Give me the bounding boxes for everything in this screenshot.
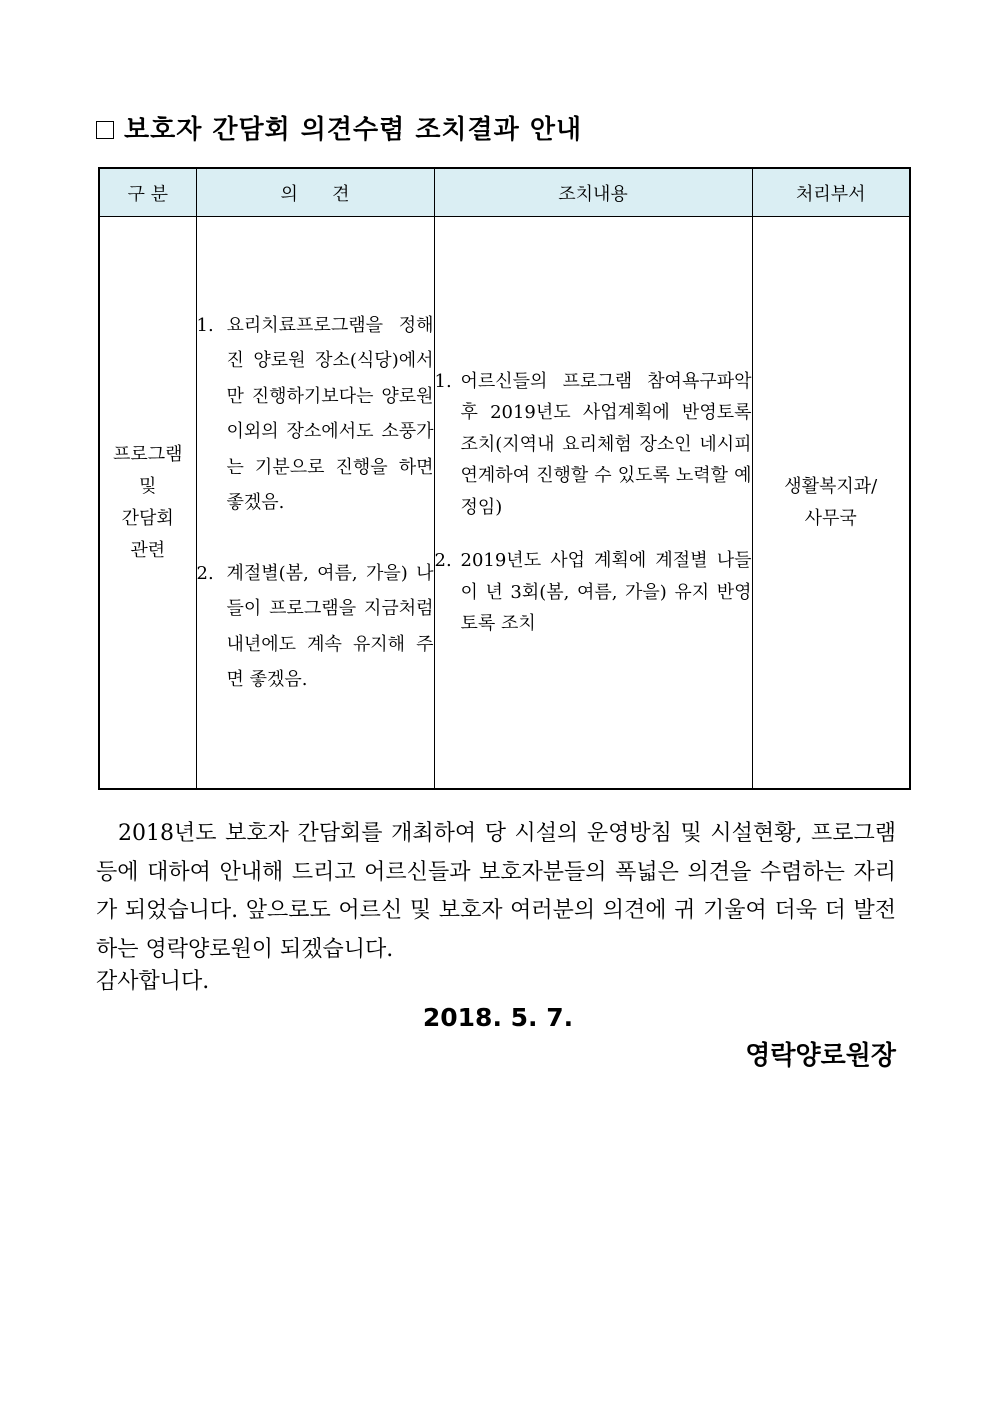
category-line: 및 xyxy=(139,475,157,497)
category-line: 간담회 xyxy=(121,507,174,529)
category-line: 프로그램 xyxy=(112,443,183,465)
category-line: 관련 xyxy=(130,539,166,561)
measure-text: 2019년도 사업 계획에 계절별 나들이 년 3회(봄, 여름, 가을) 유지 반영토록 조치 xyxy=(460,550,752,634)
header-department: 처리부서 xyxy=(752,168,910,217)
measure-number: 1. xyxy=(434,370,452,392)
table-header-row xyxy=(99,168,910,217)
opinion-item xyxy=(197,556,434,698)
measure-item xyxy=(435,366,752,524)
opinion-number: 2. xyxy=(196,562,214,584)
opinion-number: 1. xyxy=(196,314,214,336)
category-cell xyxy=(99,217,196,790)
header-measure: 조치내용 xyxy=(434,168,752,217)
title-text: 보호자 간담회 의견수렴 조치결과 안내 xyxy=(124,115,583,145)
measure-text: 어르신들의 프로그램 참여욕구파악 후 2019년도 사업계획에 반영토록 조치(지역내 요리체험 장소인 네시피 연계하여 진행할 수 있도록 노력할 예정임) xyxy=(460,370,752,518)
department-line: 사무국 xyxy=(804,507,857,529)
department-cell xyxy=(752,217,910,790)
measure-cell xyxy=(434,217,752,790)
signature: 영락양로원장 xyxy=(745,1041,896,1071)
thanks-text: 감사합니다. xyxy=(96,969,210,994)
document-title xyxy=(96,112,582,148)
table-row xyxy=(99,217,910,790)
measure-number: 2. xyxy=(434,550,452,571)
header-opinion: 의 견 xyxy=(196,168,434,217)
document-date: 2018. 5. 7. xyxy=(422,1003,574,1032)
checkbox-square-icon xyxy=(96,121,114,139)
opinion-cell xyxy=(196,217,434,790)
measure-item xyxy=(435,545,752,640)
opinion-item xyxy=(197,308,434,521)
result-table xyxy=(98,167,911,790)
body-paragraph: 2018년도 보호자 간담회를 개최하여 당 시설의 운영방침 및 시설현황, 프로그램 등에 대하여 안내해 드리고 어르신들과 보호자분들의 폭넓은 의견을 수렴하는 자리가 되었습니다. 앞으로도 어르신 및 보호자 여러분의 의견에 귀 기울여 더욱 더 발전하는 영락양로원이 되겠습니다. xyxy=(96,821,896,962)
department-line: 생활복지과/ xyxy=(784,475,878,497)
opinion-text: 계절별(봄, 여름, 가을) 나들이 프로그램을 지금처럼 내년에도 계속 유지해 주면 좋겠음. xyxy=(226,562,434,690)
opinion-text: 요리치료프로그램을 정해진 양로원 장소(식당)에서만 진행하기보다는 양로원 이외의 장소에서도 소풍가는 기분으로 진행을 하면 좋겠음. xyxy=(226,314,434,513)
header-category: 구 분 xyxy=(99,168,196,217)
